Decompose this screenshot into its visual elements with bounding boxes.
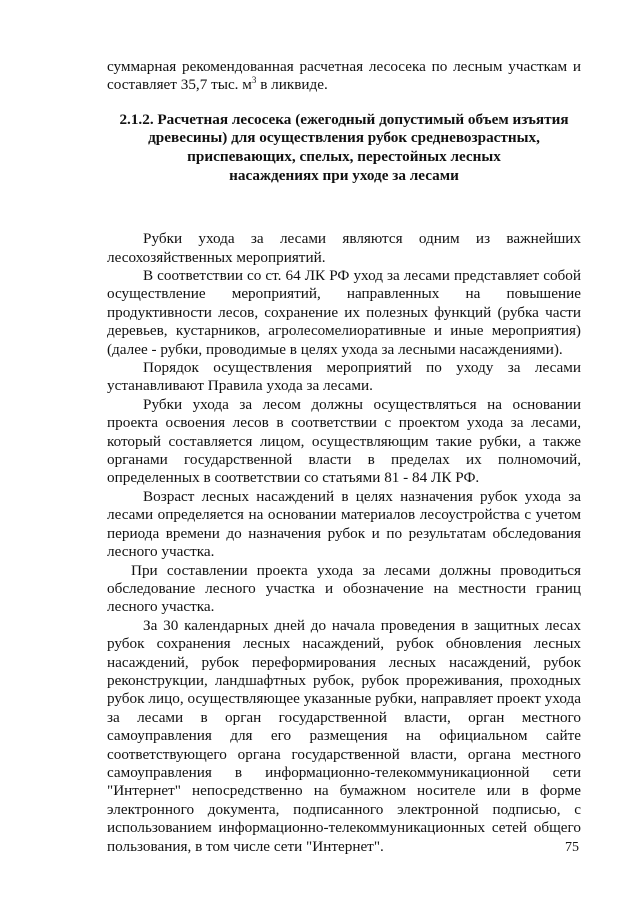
body-paragraph: В соответствии со ст. 64 ЛК РФ уход за лесами представляет собой осуществление мероприятий, направленных на повышение продуктивности лесов, сохранение их полезных функций (рубка части деревьев, кустарников, агролесомелиоративные и иные мероприятия) (далее - рубки, проводимые в целях ухода за лесными насаждениями). [107, 267, 581, 358]
body-paragraph: Возраст лесных насаждений в целях назначения рубок ухода за лесами определяется на основании материалов лесоустройства с учетом периода времени до назначения рубок и по результатам обследования лесного участка. [107, 487, 581, 561]
document-page [107, 58, 581, 856]
section-heading [107, 111, 581, 185]
page-number: 75 [565, 840, 579, 855]
spacer [107, 185, 581, 230]
intro-paragraph [107, 58, 581, 95]
intro-text-end: в ликвиде. [256, 76, 328, 94]
body-paragraph: Рубки ухода за лесом должны осуществляться на основании проекта освоения лесов в соответствии с проектом ухода за лесами, который составляется лицом, осуществляющим такие рубки, а также органами государственной власти в пределах их полномочий, определенных в соответствии со статьями 81 - 84 ЛК РФ. [107, 395, 581, 487]
body-paragraph: Рубки ухода за лесами являются одним из важнейших лесохозяйственных мероприятий. [107, 230, 581, 266]
heading-line: древесины) для осуществления рубок средневозрастных, [148, 129, 540, 147]
body-paragraph: За 30 календарных дней до начала проведения в защитных лесах рубок сохранения лесных насаждений, рубок обновления лесных насаждений, рубок переформирования лесных насаждений, рубок реконструкции, ландшафтных рубок, рубок прореживания, проходных рубок лицо, осуществляющее указанные рубки, направляет проект ухода за лесами в орган государственной власти, орган местного самоуправления для его размещения на официальном сайте соответствующего органа государственной власти, органа местного самоуправления в информационно-телекоммуникационной сети "Интернет" непосредственно на бумажном носителе или в форме электронного документа, подписанного электронной подписью, с использованием информационно-телекоммуникационных сетей общего пользования, в том числе сети "Интернет". [107, 616, 581, 855]
body-paragraph: Порядок осуществления мероприятий по уходу за лесами устанавливают Правила ухода за лесами. [107, 359, 581, 395]
heading-line: приспевающих, спелых, перестойных лесных [187, 148, 501, 165]
intro-text: суммарная рекомендованная расчетная лесосека по лесным участкам и составляет 35,7 тыс. м [107, 58, 581, 94]
heading-line: насаждениях при уходе за лесами [229, 166, 459, 184]
heading-line: 2.1.2. Расчетная лесосека (ежегодный допустимый объем изъятия [119, 110, 569, 128]
body-paragraph: При составлении проекта ухода за лесами должны проводиться обследование лесного участка и обозначение на местности границ лесного участка. [107, 561, 581, 616]
cubic-superscript: 3 [251, 75, 257, 86]
